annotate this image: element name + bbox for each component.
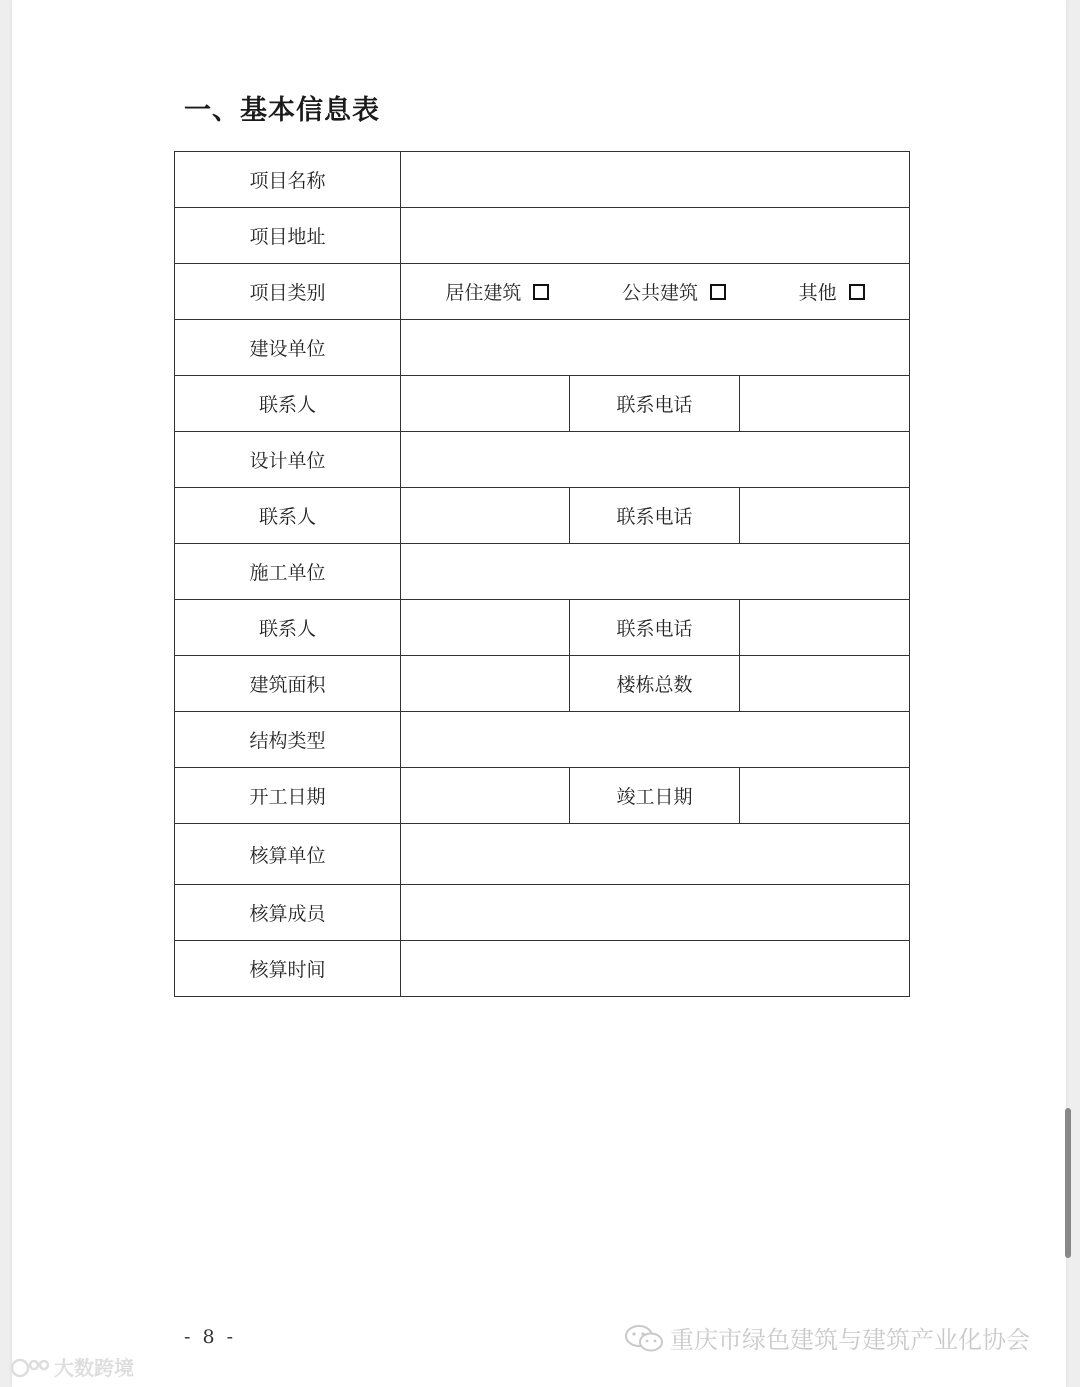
value-builder-unit[interactable] — [401, 320, 910, 376]
label-start-date: 开工日期 — [175, 768, 401, 824]
value-phone[interactable] — [740, 376, 910, 432]
label-builder-unit: 建设单位 — [175, 320, 401, 376]
label-phone: 联系电话 — [570, 488, 740, 544]
option-public[interactable] — [622, 278, 726, 305]
value-floor-area[interactable] — [401, 656, 570, 712]
value-project-address[interactable] — [401, 208, 910, 264]
label-design-unit: 设计单位 — [175, 432, 401, 488]
label-phone: 联系电话 — [570, 600, 740, 656]
value-project-name[interactable] — [401, 152, 910, 208]
wechat-icon — [624, 1323, 664, 1353]
label-building-count: 楼栋总数 — [570, 656, 740, 712]
value-accounting-unit[interactable] — [401, 824, 910, 885]
brand-name: 重庆市绿色建筑与建筑产业化协会 — [670, 1326, 1030, 1354]
label-completion-date: 竣工日期 — [570, 768, 740, 824]
label-floor-area: 建筑面积 — [175, 656, 401, 712]
label-accounting-unit: 核算单位 — [175, 824, 401, 885]
label-contact: 联系人 — [175, 376, 401, 432]
value-accounting-time[interactable] — [401, 941, 910, 997]
value-phone[interactable] — [740, 600, 910, 656]
vertical-scrollbar[interactable] — [1065, 1108, 1071, 1258]
label-contact: 联系人 — [175, 600, 401, 656]
label-contact: 联系人 — [175, 488, 401, 544]
value-accounting-members[interactable] — [401, 885, 910, 941]
label-project-type: 项目类别 — [175, 264, 401, 320]
weibo-icon — [10, 1355, 50, 1379]
label-project-name: 项目名称 — [175, 152, 401, 208]
label-accounting-time: 核算时间 — [175, 941, 401, 997]
value-construction-unit[interactable] — [401, 544, 910, 600]
checkbox-icon[interactable] — [710, 284, 726, 300]
page-number: - 8 - — [184, 1326, 237, 1348]
brand-watermark — [624, 1320, 1030, 1355]
label-construction-unit: 施工单位 — [175, 544, 401, 600]
option-residential-label: 居住建筑 — [445, 282, 522, 304]
label-structure-type: 结构类型 — [175, 712, 401, 768]
document-page — [12, 0, 1066, 1387]
value-contact[interactable] — [401, 376, 570, 432]
value-start-date[interactable] — [401, 768, 570, 824]
checkbox-icon[interactable] — [849, 284, 865, 300]
site-watermark — [10, 1352, 134, 1381]
option-other[interactable] — [799, 278, 865, 305]
value-contact[interactable] — [401, 488, 570, 544]
value-completion-date[interactable] — [740, 768, 910, 824]
watermark-text: 大数跨境 — [54, 1356, 134, 1380]
value-phone[interactable] — [740, 488, 910, 544]
option-residential[interactable] — [445, 278, 549, 305]
checkbox-icon[interactable] — [533, 284, 549, 300]
label-phone: 联系电话 — [570, 376, 740, 432]
value-building-count[interactable] — [740, 656, 910, 712]
page-title: 一、基本信息表 — [184, 95, 380, 126]
option-public-label: 公共建筑 — [622, 282, 699, 304]
label-accounting-members: 核算成员 — [175, 885, 401, 941]
option-other-label: 其他 — [798, 282, 837, 304]
basic-info-table — [174, 151, 910, 997]
value-structure-type[interactable] — [401, 712, 910, 768]
value-contact[interactable] — [401, 600, 570, 656]
value-design-unit[interactable] — [401, 432, 910, 488]
project-type-options — [401, 264, 910, 320]
label-project-address: 项目地址 — [175, 208, 401, 264]
